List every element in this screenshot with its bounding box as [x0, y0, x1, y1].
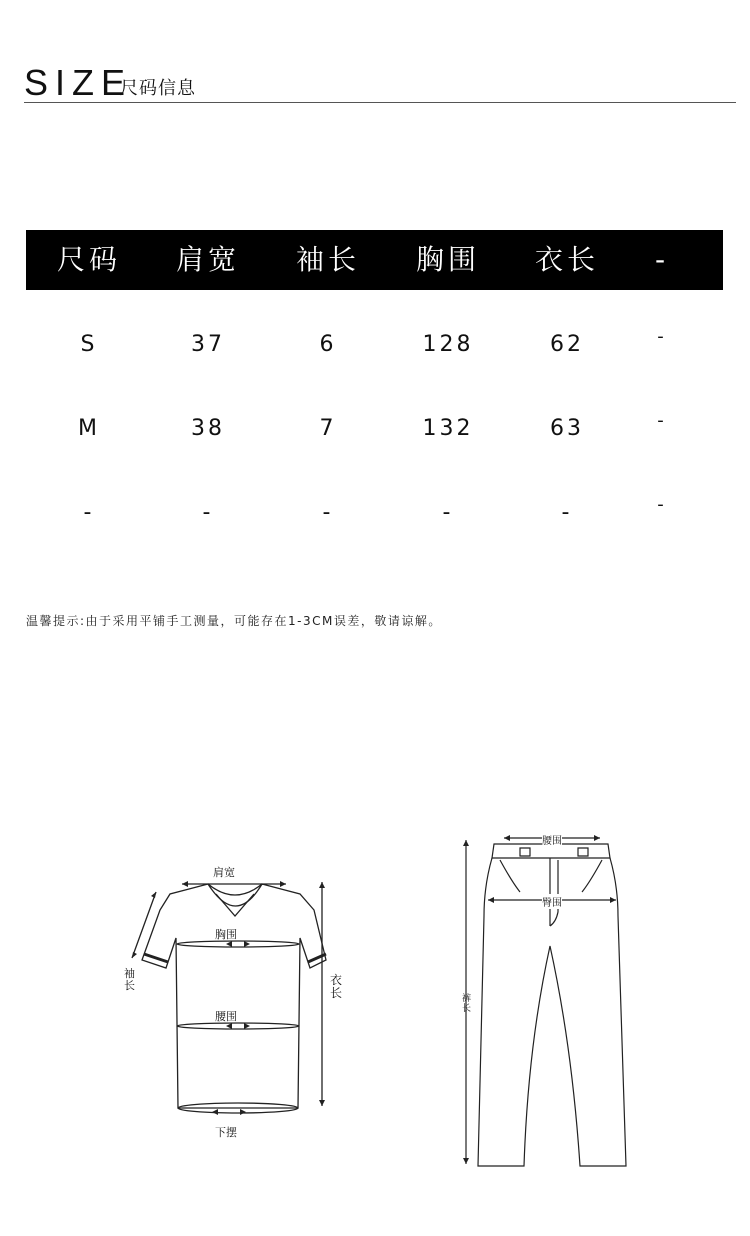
- table-cell: 132: [422, 416, 474, 441]
- label-length: 衣长: [330, 973, 343, 1000]
- col-header-extra: -: [654, 243, 670, 276]
- label-pants-length: 裤长: [462, 994, 472, 1014]
- table-cell: 62: [550, 332, 584, 357]
- table-cell: 7: [319, 416, 337, 441]
- label-shoulder: 肩宽: [213, 866, 235, 879]
- col-header-size: 尺码: [56, 243, 121, 276]
- table-cell: 128: [422, 332, 474, 357]
- table-cell: -: [657, 494, 667, 515]
- measurement-note: 温馨提示:由于采用平铺手工测量，可能存在1-3CM误差，敬请谅解。: [26, 614, 442, 628]
- table-cell: -: [657, 410, 667, 431]
- label-pants-hip: 臀围: [542, 894, 562, 909]
- table-row: [26, 409, 723, 449]
- table-cell: -: [322, 500, 334, 525]
- table-cell: -: [657, 326, 667, 347]
- table-cell: 37: [191, 332, 225, 357]
- table-cell: 38: [191, 416, 225, 441]
- section-header: [24, 64, 736, 103]
- table-cell: -: [202, 500, 214, 525]
- table-cell: S: [80, 332, 98, 357]
- shirt-illustration: [100, 850, 360, 1150]
- table-cell: M: [78, 416, 100, 441]
- table-cell: -: [561, 500, 573, 525]
- shirt-diagram: [100, 850, 360, 1150]
- table-row: [26, 325, 723, 365]
- col-header-chest: 胸围: [415, 243, 480, 276]
- col-header-sleeve: 袖长: [295, 243, 360, 276]
- label-hem: 下摆: [215, 1126, 237, 1139]
- table-cell: 63: [550, 416, 584, 441]
- col-header-length: 衣长: [534, 243, 599, 276]
- page-subtitle: 尺码信息: [120, 78, 196, 99]
- table-cell: 6: [319, 332, 337, 357]
- label-pants-waist: 腰围: [542, 832, 562, 847]
- col-header-shoulder: 肩宽: [175, 243, 240, 276]
- size-table-header: [26, 230, 723, 290]
- pants-illustration: [450, 826, 650, 1176]
- page-title: SIZE: [24, 62, 133, 103]
- label-sleeve: 袖长: [124, 967, 135, 992]
- label-chest: 胸围: [215, 928, 237, 941]
- label-waist: 腰围: [215, 1010, 237, 1023]
- pants-diagram: [450, 826, 650, 1176]
- table-cell: -: [442, 500, 454, 525]
- table-cell: -: [83, 500, 95, 525]
- table-row: [26, 493, 723, 533]
